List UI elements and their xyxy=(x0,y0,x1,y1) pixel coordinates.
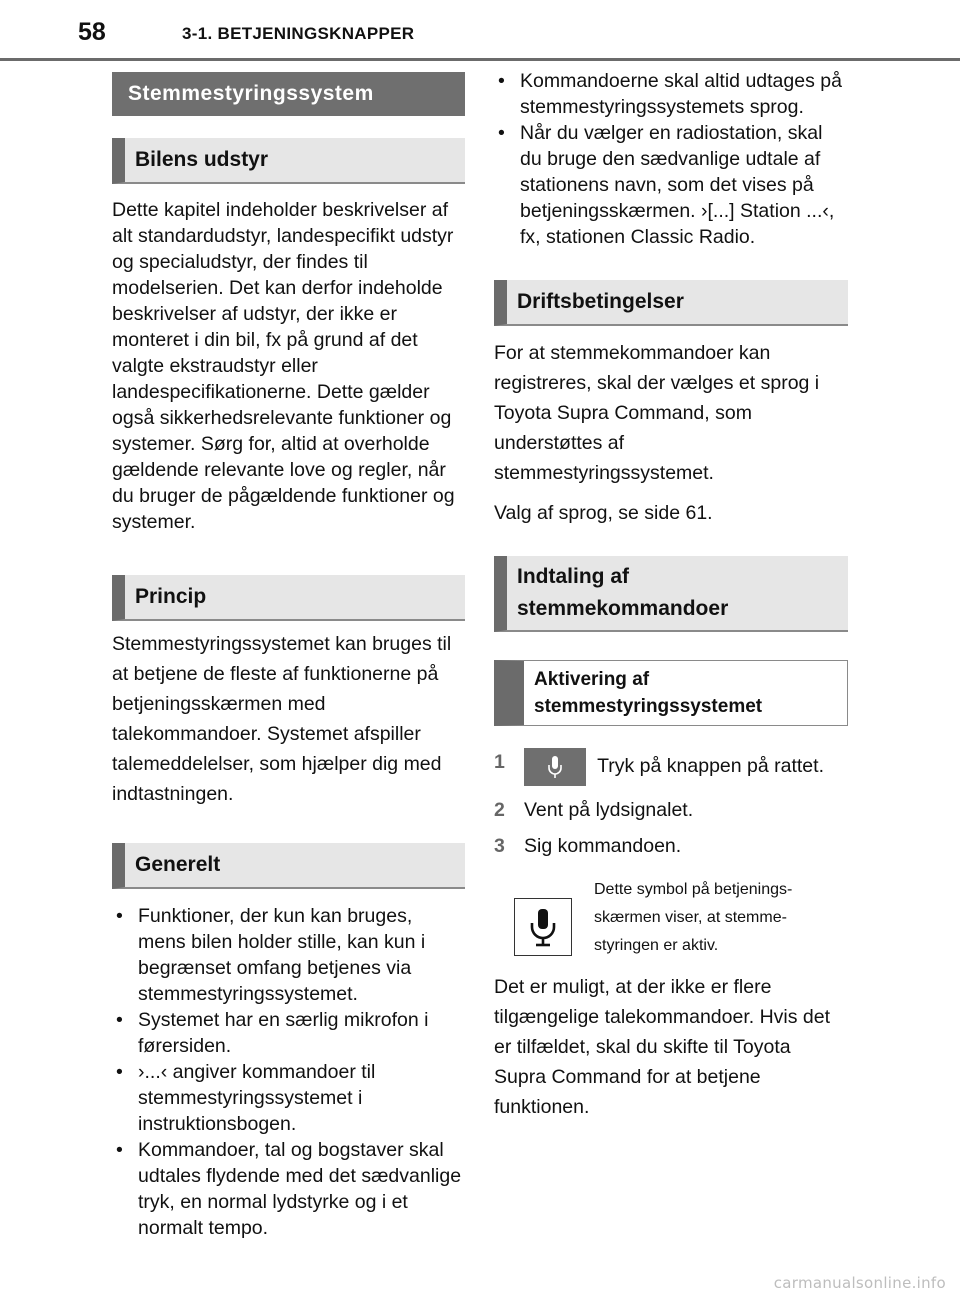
chapter-title: 3-1. BETJENINGSKNAPPER xyxy=(182,24,415,43)
list-item: • Når du vælger en radiostation, skal du bruge den sædvanlige udtale af stationens navn, som det vises på betjeningsskærmen. ›[...] Station ...‹, fx, stationen Classic Radio. xyxy=(494,120,848,250)
subheading-aktivering xyxy=(494,660,848,726)
note-line: styringen er aktiv. xyxy=(594,937,719,954)
steps xyxy=(494,748,848,860)
list-item: • Kommandoerne skal altid udtages på stemmestyringssystemets sprog. xyxy=(494,68,848,120)
step-text: Sig kommandoen. xyxy=(524,835,682,857)
indtaling-heading-line2: stemmekommandoer xyxy=(517,597,729,620)
command-list xyxy=(494,68,848,250)
step-text: Tryk på knappen på rattet. xyxy=(597,755,824,778)
aktivering-line2: stemmestyringssystemet xyxy=(534,696,763,717)
princip-text: Stemmestyringssystemet kan bruges til at betjene de fleste af funktionerne på betjeningsskærmen med talekommandoer. Systemet afspiller talemeddelelser, som hjælper dig med indtastningen. xyxy=(112,633,452,805)
subheading-princip: Princip xyxy=(112,575,465,621)
page-number: 58 xyxy=(78,18,106,46)
bilens-udstyr-text: Dette kapitel indeholder beskrivelser af alt standardudstyr, landespecifikt udstyr og specialudstyr, der findes til modelserien. Det kan derfor indeholde beskrivelser af udstyr, der ikke er monteret i din bil, fx på grund af det valgte ekstraudstyr eller landespecifikationerne. Dette gælder også sikkerhedsrelevante funktioner og systemer. Sørg for, altid at overholde gældende relevante love og regler, når du bruger de pågældende funktioner og systemer. xyxy=(112,199,455,533)
note-text xyxy=(594,876,792,960)
microphone-icon xyxy=(524,748,586,786)
step-text: Vent på lydsignalet. xyxy=(524,799,694,821)
step-1 xyxy=(494,748,848,786)
section-title: Stemmestyringssystem xyxy=(112,72,465,116)
step-2 xyxy=(494,796,848,824)
subheading-generelt: Generelt xyxy=(112,843,465,889)
closing-text: Det er muligt, at der ikke er flere tilgængelige talekommandoer. Hvis det er tilfældet, skal du skifte til Toyota Supra Command for at betjene funktionen. xyxy=(494,976,831,1118)
header-divider xyxy=(0,58,960,61)
left-column xyxy=(112,72,465,1241)
step-number: 1 xyxy=(494,751,505,773)
note-line: Dette symbol på betjenings- xyxy=(594,881,793,898)
list-item: • Systemet har en særlig mikrofon i førersiden. xyxy=(112,1007,465,1059)
microphone-symbol-icon xyxy=(514,898,572,956)
list-item: • Funktioner, der kun kan bruges, mens bilen holder stille, kan kun i begrænset omfang betjenes via stemmestyringssystemet. xyxy=(112,903,465,1007)
step-number: 2 xyxy=(494,799,505,821)
aktivering-line1: Aktivering af xyxy=(534,669,650,690)
drift-text: For at stemmekommandoer kan registreres, skal der vælges et sprog i Toyota Supra Command, som understøttes af stemmestyringssystemet. xyxy=(494,342,820,484)
step-3 xyxy=(494,832,848,860)
subheading-bilens-udstyr: Bilens udstyr xyxy=(112,138,465,184)
list-item: • Kommandoer, tal og bogstaver skal udtales flydende med det sædvanlige tryk, en normal lydstyrke og i et normalt tempo. xyxy=(112,1137,465,1241)
voice-active-note xyxy=(494,876,848,960)
watermark: carmanualsonline.info xyxy=(773,1274,946,1292)
step-number: 3 xyxy=(494,835,505,857)
generelt-list xyxy=(112,903,465,1241)
drift-language-ref: Valg af sprog, se side 61. xyxy=(494,502,713,524)
subheading-driftsbetingelser: Driftsbetingelser xyxy=(494,280,848,326)
right-column xyxy=(494,68,848,1122)
note-line: skærmen viser, at stemme- xyxy=(594,909,787,926)
list-item: • ›...‹ angiver kommandoer til stemmestyringssystemet i instruktionsbogen. xyxy=(112,1059,465,1137)
indtaling-heading-line1: Indtaling af xyxy=(517,565,629,588)
subheading-indtaling xyxy=(494,556,848,632)
